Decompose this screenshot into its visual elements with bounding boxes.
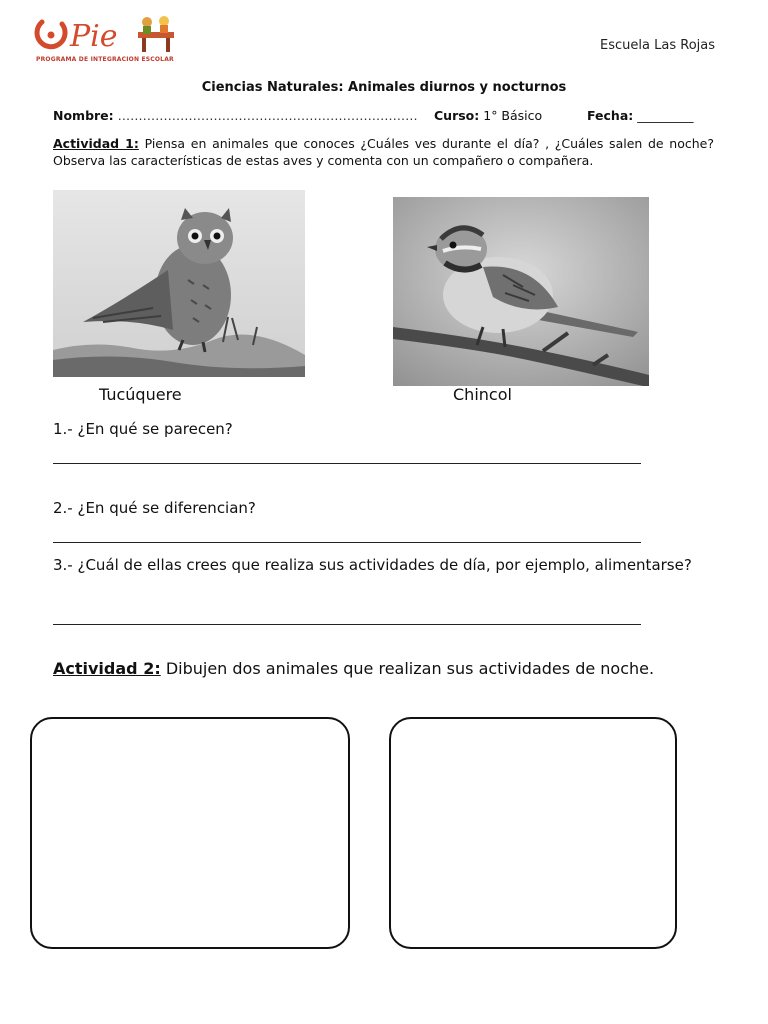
nombre-blank: ……………………………………………………………… [117, 108, 418, 123]
logo-subtitle: PROGRAMA DE INTEGRACION ESCOLAR [36, 56, 174, 63]
answer-line-1[interactable] [53, 463, 641, 464]
drawing-box-2[interactable] [389, 717, 677, 949]
question-3: 3.- ¿Cuál de ellas crees que realiza sus actividades de día, por ejemplo, alimentarse? [53, 556, 692, 574]
answer-line-2[interactable] [53, 542, 641, 543]
logo-text: Pie [70, 19, 118, 54]
sparrow-photo [393, 197, 649, 386]
owl-photo [53, 190, 305, 377]
activity1-label: Actividad 1: [53, 136, 139, 151]
activity2-instructions [53, 659, 654, 678]
fecha-blank: _________ [637, 108, 694, 123]
drawing-box-1[interactable] [30, 717, 350, 949]
activity2-label: Actividad 2: [53, 659, 161, 678]
owl-caption: Tucúquere [99, 385, 182, 404]
fecha-field [587, 108, 694, 123]
fecha-label: Fecha: [587, 108, 634, 123]
question-2: 2.- ¿En qué se diferencian? [53, 499, 256, 517]
sparrow-caption: Chincol [453, 385, 512, 404]
school-name: Escuela Las Rojas [600, 38, 715, 53]
answer-line-3[interactable] [53, 624, 641, 625]
curso-value: 1° Básico [483, 108, 543, 123]
activity1-text: Piensa en animales que conoces ¿Cuáles ves durante el día? , ¿Cuáles salen de noche? Observa las características de estas aves y comenta con un compañero o compañera. [53, 136, 714, 168]
curso-label: Curso: [434, 108, 480, 123]
worksheet-title: Ciencias Naturales: Animales diurnos y nocturnos [201, 80, 567, 95]
activity1-instructions [53, 135, 714, 169]
activity2-text: Dibujen dos animales que realizan sus actividades de noche. [165, 659, 655, 678]
curso-field [434, 108, 542, 123]
nombre-label: Nombre: [53, 108, 114, 123]
nombre-field [53, 108, 418, 123]
question-1: 1.- ¿En qué se parecen? [53, 420, 233, 438]
